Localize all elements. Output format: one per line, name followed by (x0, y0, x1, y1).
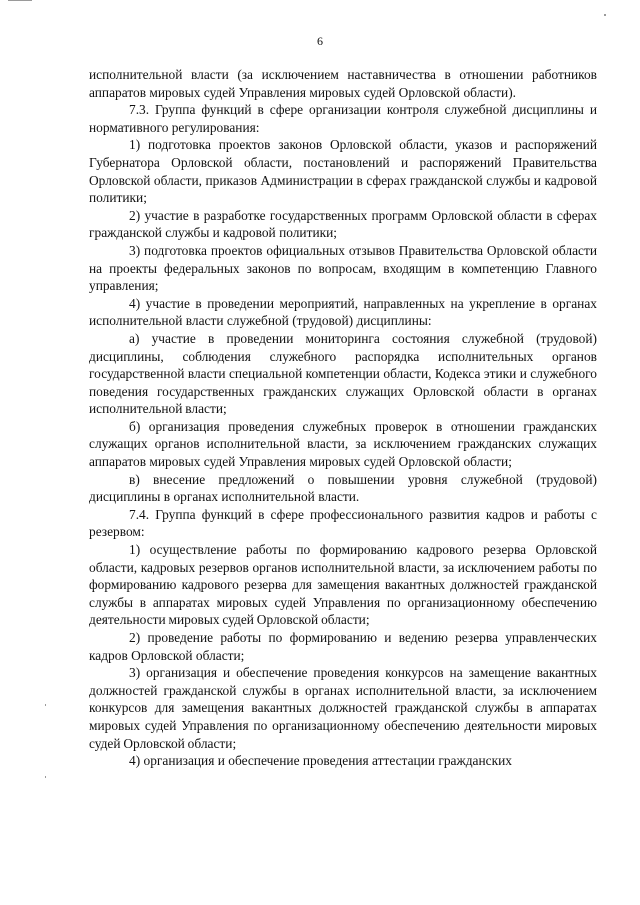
paragraph-item-2-reserve: 2) проведение работы по формированию и ведению резерва управленческих кадров Орловской области; (89, 630, 597, 663)
scan-mark-top-left (8, 0, 32, 1)
paragraph-subitem-a: а) участие в проведении мониторинга состояния служебной (трудовой) дисциплины, соблюдения служебного распорядка исполнительных органов государственной власти специальной компетенции области, Кодекса этики и служебного поведения государственных гражданских служащих Орловской области в органах исполнительной власти; (89, 330, 597, 417)
paragraph-item-4: 4) участие в проведении мероприятий, направленных на укрепление в органах исполнительной власти служебной (трудовой) дисциплины: (89, 295, 597, 329)
scan-mark-top-right (604, 14, 606, 16)
page-number: 6 (317, 34, 323, 48)
paragraph-section-7-4: 7.4. Группа функций в сфере профессионального развития кадров и работы с резервом: (89, 506, 597, 540)
paragraph-item-4-reserve: 4) организация и обеспечение проведения аттестации гражданских (129, 753, 512, 769)
paragraph-item-1: 1) подготовка проектов законов Орловской области, указов и распоряжений Губернатора Орловской области, постановлений и распоряжений Правительства Орловской области, приказов Администрации в сферах гражданской службы и кадровой политики; (89, 137, 597, 206)
paragraph-item-3: 3) подготовка проектов официальных отзывов Правительства Орловской области на проекты федеральных законов по вопросам, входящим в компетенцию Главного управления; (89, 242, 597, 294)
paragraph-subitem-v: в) внесение предложений о повышении уровня служебной (трудовой) дисциплины в органах исполнительной власти. (89, 471, 597, 505)
paragraph-item-3-reserve: 3) организация и обеспечение проведения конкурсов на замещение вакантных должностей гражданской службы в органах исполнительной власти, за исключением конкурсов для замещения вакантных должностей гражданской службы в аппаратах мировых судей Управления по организационному обеспечению деятельности мировых судей Орловской области; (89, 665, 597, 751)
scan-mark-left-1 (45, 704, 46, 706)
paragraph-continuation: исполнительной власти (за исключением наставничества в отношении работников аппаратов мировых судей Управления мировых судей Орловской области). (89, 67, 597, 100)
paragraph-item-2: 2) участие в разработке государственных программ Орловской области в сферах гражданской службы и кадровой политики; (89, 207, 597, 241)
paragraph-item-1-reserve: 1) осуществление работы по формированию кадрового резерва Орловской области, кадровых резервов органов исполнительной власти, за исключением работы по формированию кадрового резерва для замещения вакантных должностей гражданской службы в аппаратах мировых судей Управления по организационному обеспечению деятельности мировых судей Орловской области; (89, 542, 597, 628)
paragraph-section-7-3: 7.3. Группа функций в сфере организации контроля служебной дисциплины и нормативного регулирования: (89, 102, 597, 135)
scan-mark-left-2 (45, 776, 46, 778)
paragraph-subitem-b: б) организация проведения служебных проверок в отношении гражданских служащих органов исполнительной власти, за исключением гражданских служащих аппаратов мировых судей Управления мировых судей Орловской области; (89, 418, 597, 470)
document-body (89, 66, 597, 770)
